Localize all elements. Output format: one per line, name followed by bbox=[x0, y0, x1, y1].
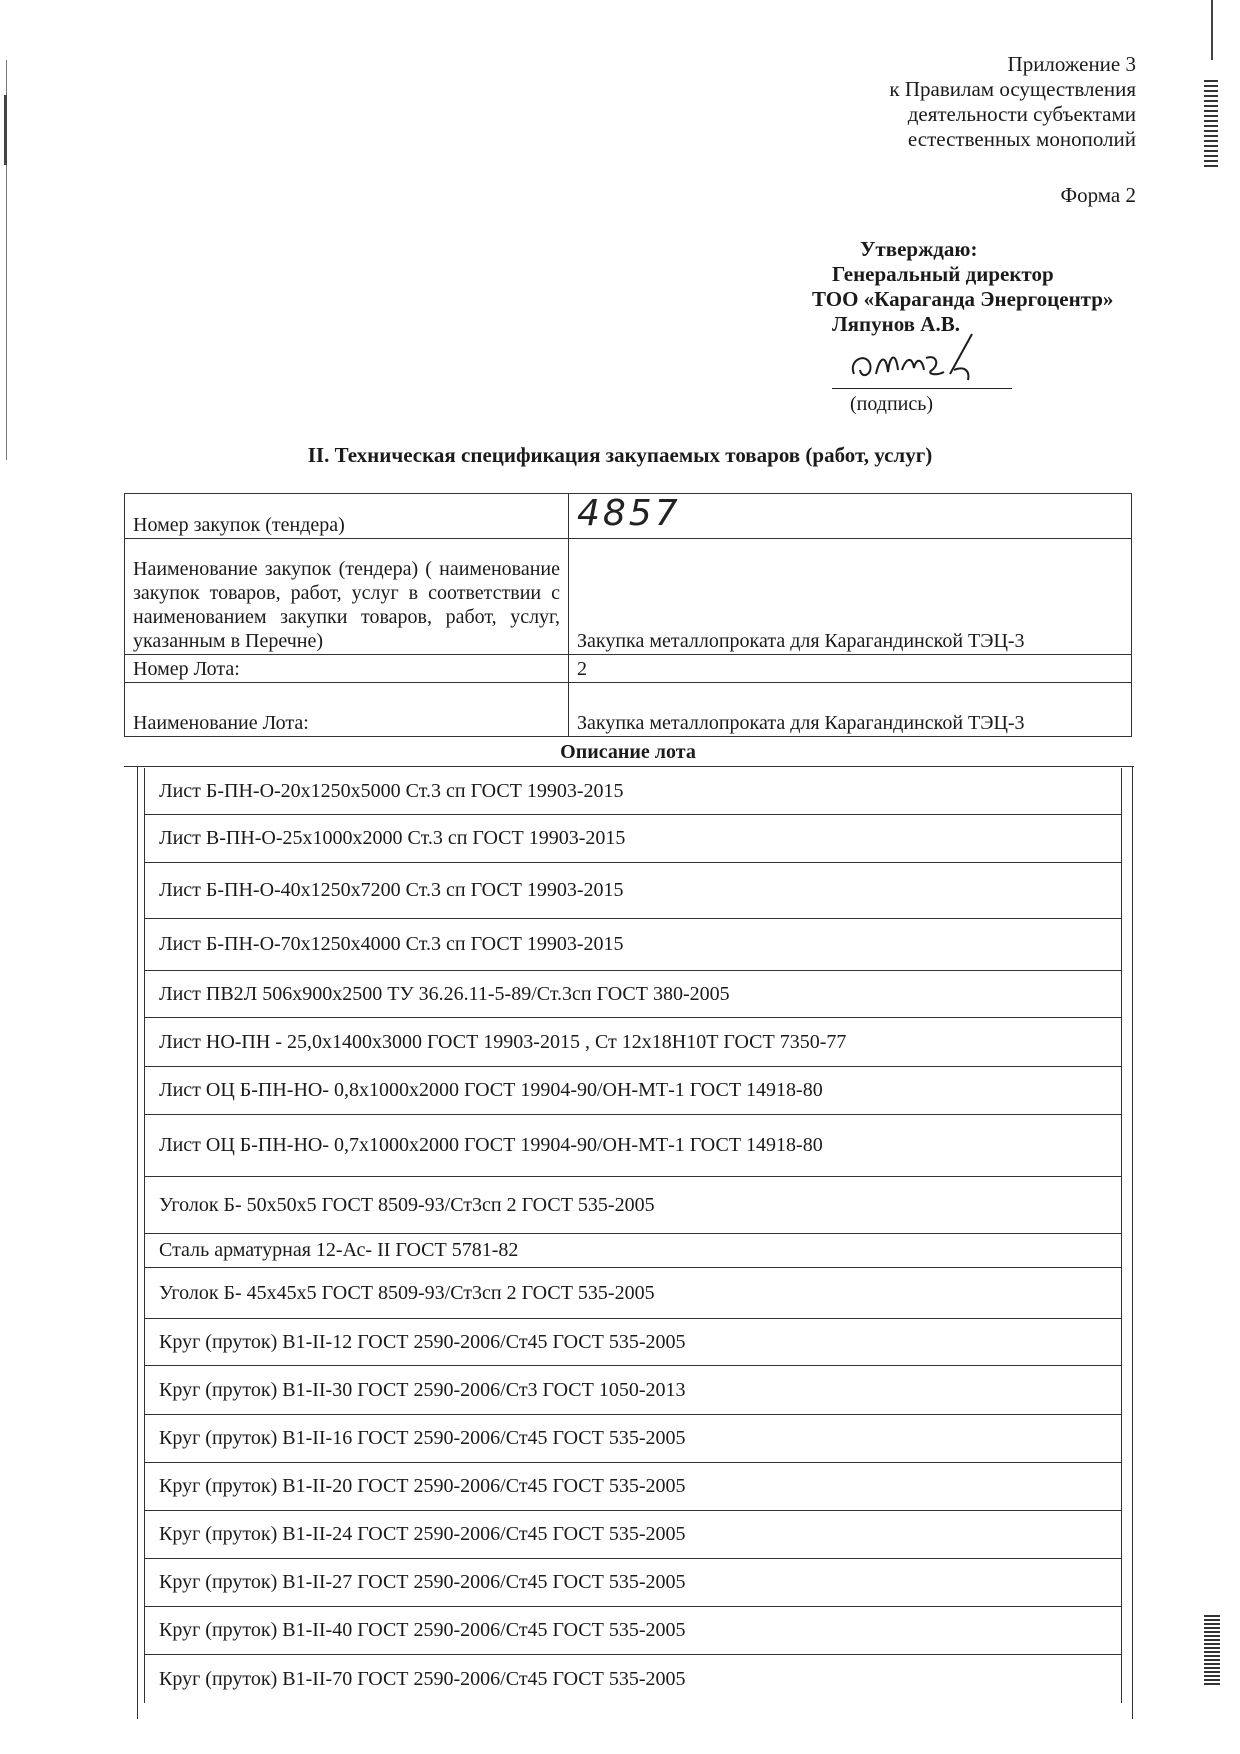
list-item: Лист ОЦ Б-ПН-НО- 0,8х1000х2000 ГОСТ 19904-90/ОН-МТ-1 ГОСТ 14918-80 bbox=[145, 1067, 1121, 1115]
tender-name-value: Закупка металлопроката для Карагандинской ТЭЦ-3 bbox=[569, 539, 1132, 655]
scan-edge-left-mark bbox=[4, 95, 7, 165]
list-item: Лист НО-ПН - 25,0х1400х3000 ГОСТ 19903-2015 , Ст 12х18Н10Т ГОСТ 7350-77 bbox=[145, 1018, 1121, 1067]
list-item: Уголок Б- 50х50х5 ГОСТ 8509-93/Ст3сп 2 ГОСТ 535-2005 bbox=[145, 1177, 1121, 1234]
approval-name: Ляпунов А.В. bbox=[832, 312, 960, 336]
tender-name-label: Наименование закупок (тендера) ( наименование закупок товаров, работ, услуг в соответствии с наименованием закупки товаров, работ, услуг, указанным в Перечне) bbox=[125, 539, 569, 655]
signature-line bbox=[832, 388, 1012, 389]
list-item: Сталь арматурная 12-Ас- II ГОСТ 5781-82 bbox=[145, 1234, 1121, 1268]
list-item: Круг (пруток) В1-II-30 ГОСТ 2590-2006/Ст3 ГОСТ 1050-2013 bbox=[145, 1366, 1121, 1415]
lot-name-value: Закупка металлопроката для Карагандинской ТЭЦ-3 bbox=[569, 683, 1132, 737]
signature-caption: (подпись) bbox=[850, 393, 934, 415]
lot-number-label: Номер Лота: bbox=[125, 655, 569, 683]
section-title: II. Техническая спецификация закупаемых товаров (работ, услуг) bbox=[307, 443, 933, 467]
approval-company: ТОО «Караганда Энергоцентр» bbox=[812, 287, 1114, 311]
list-item: Лист В-ПН-О-25х1000х2000 Ст.3 сп ГОСТ 19903-2015 bbox=[145, 815, 1121, 863]
form-label: Форма 2 bbox=[1060, 183, 1136, 207]
list-item: Лист Б-ПН-О-40х1250х7200 Ст.3 сп ГОСТ 19903-2015 bbox=[145, 863, 1121, 919]
list-item: Лист Б-ПН-О-70х1250х4000 Ст.3 сп ГОСТ 19903-2015 bbox=[145, 919, 1121, 971]
list-item: Круг (пруток) В1-II-24 ГОСТ 2590-2006/Ст45 ГОСТ 535-2005 bbox=[145, 1511, 1121, 1559]
lot-name-label: Наименование Лота: bbox=[125, 683, 569, 737]
scan-edge-right-mark bbox=[1204, 80, 1218, 170]
list-item: Круг (пруток) В1-II-70 ГОСТ 2590-2006/Ст45 ГОСТ 535-2005 bbox=[159, 1667, 686, 1690]
lot-description-right-border bbox=[1132, 767, 1133, 1719]
lot-number-value: 2 bbox=[569, 655, 1132, 683]
table-row bbox=[125, 539, 1132, 655]
tender-number-value bbox=[569, 494, 1132, 539]
signature-scribble bbox=[840, 330, 1010, 394]
appendix-line: к Правилам осуществления bbox=[889, 77, 1136, 101]
list-item: Лист Б-ПН-О-20х1250х5000 Ст.3 сп ГОСТ 19903-2015 bbox=[145, 768, 1121, 815]
appendix-line: естественных монополий bbox=[907, 127, 1136, 151]
tender-number-handwritten: 4857 bbox=[577, 493, 681, 534]
table-row bbox=[125, 655, 1132, 683]
list-item: Круг (пруток) В1-II-27 ГОСТ 2590-2006/Ст45 ГОСТ 535-2005 bbox=[145, 1559, 1121, 1607]
scan-edge-right-mark-3 bbox=[1211, 0, 1213, 60]
approval-title: Утверждаю: bbox=[860, 237, 978, 261]
scan-edge-right-mark-2 bbox=[1204, 1615, 1220, 1685]
list-item: Круг (пруток) В1-II-40 ГОСТ 2590-2006/Ст45 ГОСТ 535-2005 bbox=[145, 1607, 1121, 1655]
appendix-reference bbox=[760, 52, 1136, 152]
tender-header-table bbox=[124, 493, 1132, 737]
table-row bbox=[125, 683, 1132, 737]
appendix-line: деятельности субъектами bbox=[907, 102, 1136, 126]
lot-description-left-border bbox=[137, 767, 138, 1719]
approval-position: Генеральный директор bbox=[832, 262, 1054, 286]
appendix-line: Приложение 3 bbox=[1007, 52, 1136, 76]
lot-description-title: Описание лота bbox=[560, 741, 696, 763]
lot-items-list bbox=[144, 768, 1122, 1703]
lot-description-rule bbox=[124, 766, 1134, 767]
list-item: Лист ОЦ Б-ПН-НО- 0,7х1000х2000 ГОСТ 19904-90/ОН-МТ-1 ГОСТ 14918-80 bbox=[145, 1115, 1121, 1177]
list-item: Уголок Б- 45х45х5 ГОСТ 8509-93/Ст3сп 2 ГОСТ 535-2005 bbox=[145, 1268, 1121, 1319]
list-item: Лист ПВ2Л 506х900х2500 ТУ 36.26.11-5-89/Ст.3сп ГОСТ 380-2005 bbox=[145, 971, 1121, 1018]
tender-number-label: Номер закупок (тендера) bbox=[125, 494, 569, 539]
list-item: Круг (пруток) В1-II-16 ГОСТ 2590-2006/Ст45 ГОСТ 535-2005 bbox=[145, 1415, 1121, 1463]
list-item: Круг (пруток) В1-II-12 ГОСТ 2590-2006/Ст45 ГОСТ 535-2005 bbox=[145, 1319, 1121, 1366]
table-row bbox=[125, 494, 1132, 539]
list-item: Круг (пруток) В1-II-20 ГОСТ 2590-2006/Ст45 ГОСТ 535-2005 bbox=[145, 1463, 1121, 1511]
